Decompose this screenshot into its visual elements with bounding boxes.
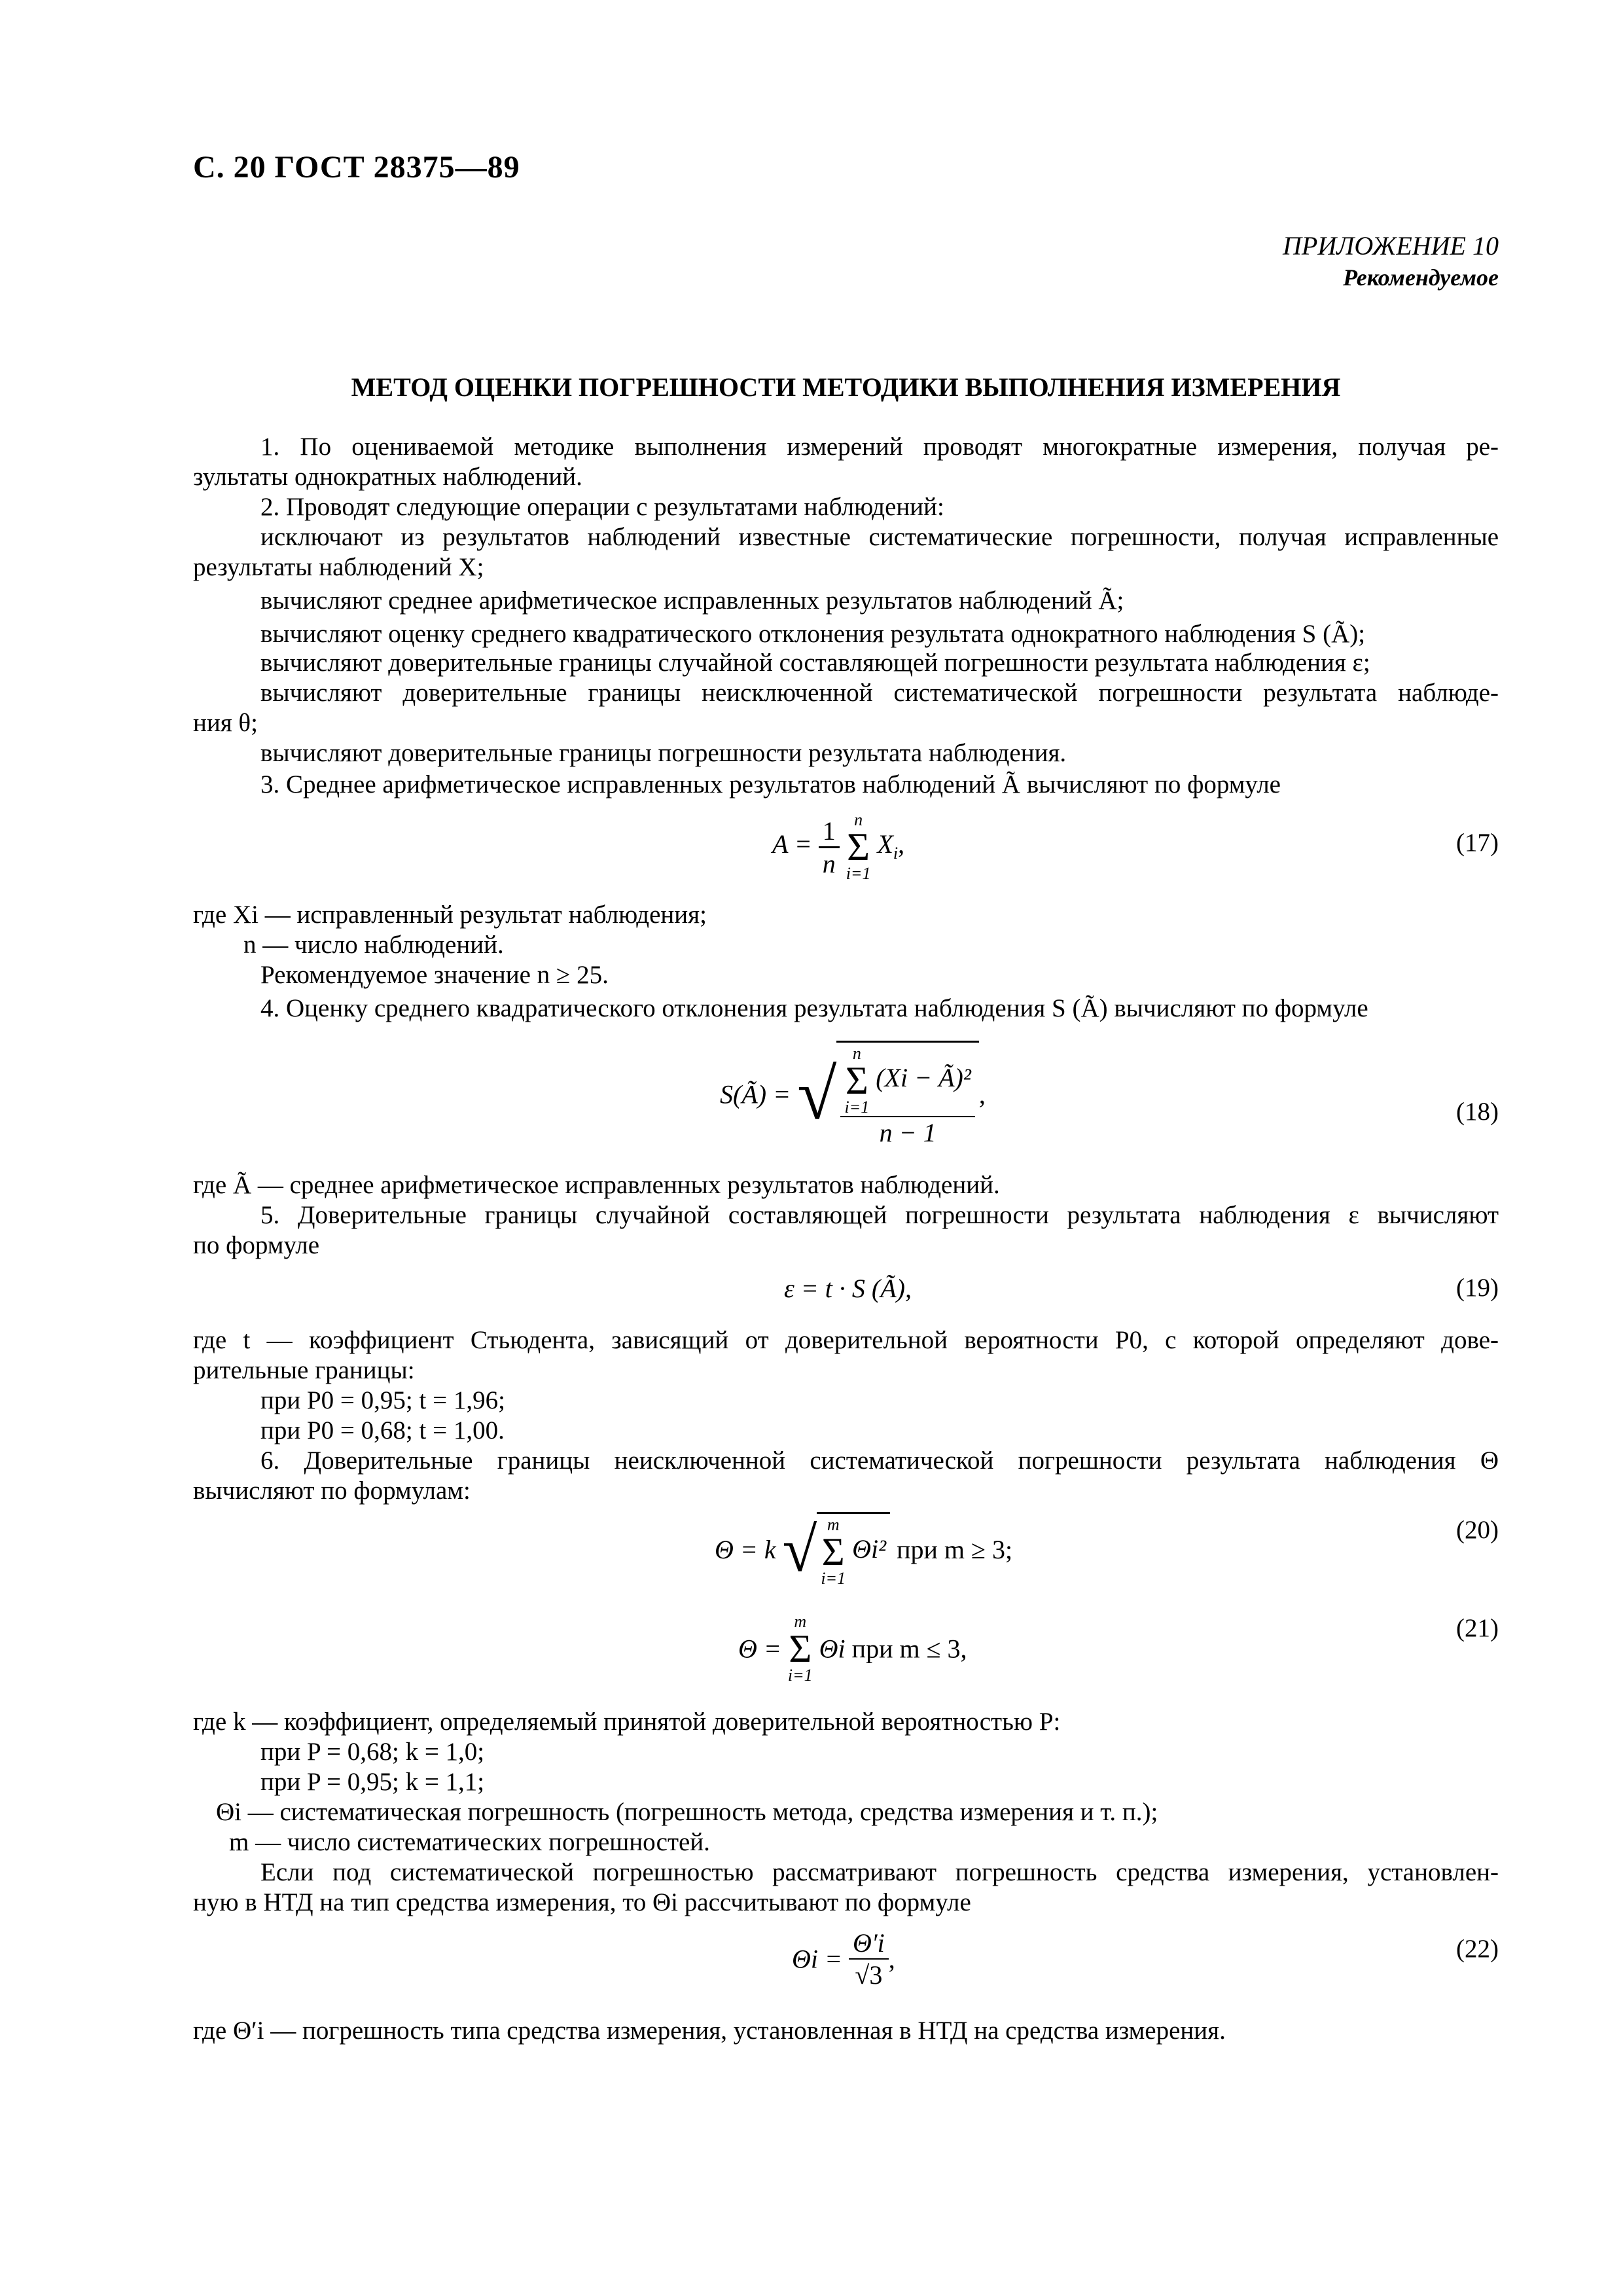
where-19-line-2: рительные границы: [193,1356,415,1384]
formula-22-denominator: √3 [855,1960,883,1990]
sqrt-symbol: √ [797,1054,837,1134]
where-22: где Θ′i — погрешность типа средства измерения, установленная в НТД на средства измерения. [193,2017,1226,2045]
formula-17-tail: , [898,829,905,859]
formula-21-sum [788,1613,813,1684]
item-2-op-5-line-2: ния θ; [193,709,258,737]
item-1-line-2: зультаты однократных наблюдений. [193,463,582,491]
item-2-op-5-line-1: вычисляют доверительные границы неисключенной систематической погрешности результата наблюде- [260,679,1499,707]
formula-17-fraction [819,816,840,879]
item-2-op-3: вычисляют оценку среднего квадратического отклонения результата однократного наблюдения S (Ã); [260,620,1366,648]
item-1-line-1: 1. По оцениваемой методике выполнения измерений проводят многократные измерения, получая ре- [260,433,1499,461]
item-6-line-2: вычисляют по формулам: [193,1477,471,1505]
where-20-m: m — число систематических погрешностей. [229,1828,710,1856]
formula-17-lhs: A = [772,829,812,859]
where-20-k: где k — коэффициент, определяемый принятой доверительной вероятностью P: [193,1708,1061,1736]
formula-21-lhs: Θ = [738,1634,781,1664]
sigma-symbol: Σ [789,1627,812,1670]
formula-21-sum-top: m [794,1612,807,1631]
appendix-block [1283,230,1499,293]
formula-21 [738,1613,967,1684]
where-19-case-2: при P0 = 0,68; t = 1,00. [260,1416,505,1444]
where-18: где Ã — среднее арифметическое исправленных результатов наблюдений. [193,1171,1000,1199]
formula-22 [792,1928,895,1990]
formula-18-lhs: S(Ã) = [720,1079,791,1109]
formula-19 [784,1273,912,1304]
formula-18-fraction [840,1045,974,1148]
formula-19-text: ε = t · S (Ã), [784,1274,912,1303]
formula-20-sum-bottom: i=1 [821,1569,846,1588]
sigma-symbol: Σ [821,1530,845,1573]
where-19-line-1: где t — коэффициент Стьюдента, зависящий от доверительной вероятности P0, с которой определяют дове- [193,1326,1499,1354]
equation-number-17: (17) [1456,829,1499,857]
formula-17-sum-bottom: i=1 [846,864,871,883]
section-title: МЕТОД ОЦЕНКИ ПОГРЕШНОСТИ МЕТОДИКИ ВЫПОЛНЕНИЯ ИЗМЕРЕНИЯ [351,372,1341,402]
item-5-line-1: 5. Доверительные границы случайной составляющей погрешности результата наблюдения ε вычисляют [260,1201,1499,1229]
formula-17 [772,812,904,882]
formula-18 [720,1041,986,1148]
formula-22-lhs: Θi = [792,1944,842,1974]
where-17-n: n — число наблюдений. [243,931,504,959]
sigma-symbol: Σ [847,825,870,869]
equation-number-22: (22) [1456,1935,1499,1963]
formula-22-fraction [849,1928,889,1990]
sigma-symbol: Σ [845,1059,868,1102]
formula-17-sum [846,812,871,882]
equation-number-20: (20) [1456,1516,1499,1544]
formula-18-sum-bottom: i=1 [844,1098,870,1117]
appendix-status: Рекомендуемое [1343,264,1499,291]
formula-21-sum-bottom: i=1 [787,1666,813,1685]
formula-18-sum [844,1045,869,1116]
formula-22-numerator: Θ′i [849,1928,889,1960]
where-17-xi: где Xi — исправленный результат наблюдения; [193,901,707,929]
formula-20-sum-top: m [827,1515,840,1534]
item-2-op-6: вычисляют доверительные границы погрешности результата наблюдения. [260,739,1067,767]
paragraph-7-line-2: ную в НТД на тип средства измерения, то Θi рассчитывают по формуле [193,1888,971,1916]
formula-20-sum [821,1516,846,1587]
formula-20-radicand [817,1512,890,1587]
where-20-case-2: при P = 0,95; k = 1,1; [260,1768,485,1796]
item-2-op-1-line-1: исключают из результатов наблюдений известные систематические погрешности, получая исправленные [260,523,1499,551]
formula-17-denominator: n [822,848,836,878]
formula-21-tail: при m ≤ 3, [851,1634,967,1664]
formula-18-term: (Xi − Ã)² [876,1063,971,1093]
formula-18-radicand [836,1041,978,1148]
formula-17-term: X [877,829,893,859]
item-2-intro: 2. Проводят следующие операции с результатами наблюдений: [260,493,944,521]
item-3-text: 3. Среднее арифметическое исправленных результатов наблюдений Ã вычисляют по формуле [260,770,1281,798]
formula-18-tail: , [978,1079,986,1109]
item-6-line-1: 6. Доверительные границы неисключенной систематической погрешности результата наблюдения Θ [260,1446,1499,1475]
where-19-case-1: при P0 = 0,95; t = 1,96; [260,1386,505,1414]
paragraph-7-line-1: Если под систематической погрешностью рассматривают погрешность средства измерения, установлен- [260,1858,1499,1886]
formula-18-denominator: n − 1 [879,1118,936,1147]
item-2-op-4: вычисляют доверительные границы случайной составляющей погрешности результата наблюдения ε; [260,649,1370,677]
item-2-op-1-line-2: результаты наблюдений X; [193,553,484,581]
formula-21-term: Θi [819,1634,846,1664]
sqrt-symbol: √ [782,1514,817,1585]
formula-17-numerator: 1 [819,816,840,848]
equation-number-19: (19) [1456,1274,1499,1302]
formula-17-term-sub: i [893,844,899,863]
formula-20-lhs: Θ = k [715,1535,776,1564]
where-20-case-1: при P = 0,68; k = 1,0; [260,1738,485,1766]
item-2-op-2: вычисляют среднее арифметическое исправленных результатов наблюдений Ã; [260,586,1124,615]
item-5-line-2: по формуле [193,1231,320,1259]
appendix-label: ПРИЛОЖЕНИЕ 10 [1283,231,1499,260]
formula-22-tail: , [888,1944,895,1974]
formula-20-term: Θi² [852,1534,887,1564]
formula-18-numerator [840,1045,974,1117]
formula-18-sum-top: n [852,1044,861,1063]
formula-17-sum-top: n [854,810,863,829]
equation-number-21: (21) [1456,1614,1499,1642]
equation-number-18: (18) [1456,1098,1499,1126]
formula-20 [715,1512,1012,1587]
formula-20-tail: при m ≥ 3; [897,1535,1013,1564]
page-header: С. 20 ГОСТ 28375—89 [193,150,520,185]
where-20-theta-i: Θi — систематическая погрешность (погрешность метода, средства измерения и т. п.); [216,1798,1158,1826]
where-17-recommended: Рекомендуемое значение n ≥ 25. [260,961,609,989]
item-4-text: 4. Оценку среднего квадратического отклонения результата наблюдения S (Ã) вычисляют по формуле [260,994,1368,1022]
